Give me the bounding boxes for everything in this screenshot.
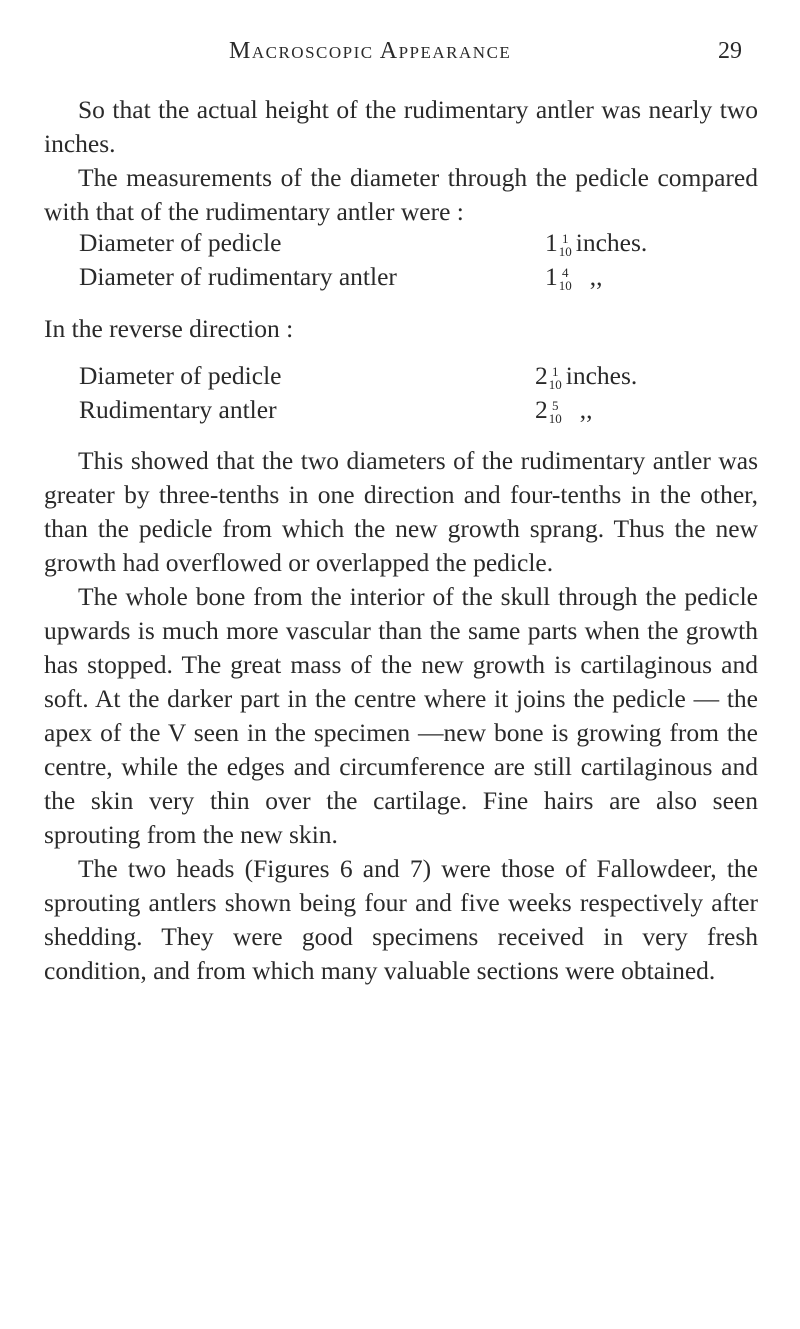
fraction-denominator: 10 [548,377,562,392]
page-header [0,38,800,74]
measurement-label: Diameter of pedicle [79,228,282,257]
table-row [79,361,719,395]
value-whole: 1 [545,228,558,257]
reverse-direction-heading: In the reverse direction : [44,314,294,343]
measurement-label: Diameter of rudimentary antler [79,262,397,291]
value-unit: inches. [565,361,638,390]
value-fraction [559,266,572,292]
fraction-numerator: 1 [562,231,569,246]
table-row [79,228,719,262]
top-text [44,93,758,229]
fraction-numerator: 1 [552,364,559,379]
table-row [79,262,719,296]
measurement-value [535,361,637,391]
fraction-denominator: 10 [558,244,572,259]
value-whole: 2 [535,395,548,424]
measurement-label: Rudimentary antler [79,395,277,424]
value-fraction [559,232,572,258]
paragraph-actual-height: So that the actual height of the rudimentary antler was nearly two inches. [44,95,758,158]
fraction-numerator: 4 [562,265,569,280]
fraction-numerator: 5 [552,398,559,413]
value-unit: ,, [579,395,593,424]
table-row [79,395,719,429]
measurement-table-2 [79,361,719,429]
measurement-value [535,395,593,425]
fraction-denominator: 10 [558,278,572,293]
value-unit: ,, [589,262,603,291]
value-whole: 1 [545,262,558,291]
page-number: 29 [718,38,742,64]
paragraph-measurements-intro: The measurements of the diameter through the pedicle compared with that of the rudimentary antler were : [44,163,758,226]
value-whole: 2 [535,361,548,390]
fraction-denominator: 10 [548,411,562,426]
measurement-label: Diameter of pedicle [79,361,282,390]
measurement-table-1 [79,228,719,296]
value-unit: inches. [575,228,648,257]
running-title: Macroscopic Appearance [229,38,512,64]
measurement-value [545,228,647,258]
paragraph-two-diameters: This showed that the two diameters of the rudimentary antler was greater by three-tenths in one direction and four-tenths in the other, than the pedicle from which the new growth sprang. Thus the new growth had overflowed or overlapped the pedicle. [44,446,758,577]
paragraph-two-heads: The two heads (Figures 6 and 7) were those of Fallowdeer, the sprouting antlers shown being four and five weeks respectively after shedding. They were good specimens received in very fresh condition, and from which many valuable sections were obtained. [44,854,758,985]
measurement-value [545,262,603,292]
value-fraction [549,365,562,391]
paragraph-whole-bone: The whole bone from the interior of the skull through the pedicle upwards is much more vascular than the same parts when the growth has stopped. The great mass of the new growth is cartilaginous and soft. At the darker part in the centre where it joins the pedicle — the apex of the V seen in the specimen —new bone is growing from the centre, while the edges and circumference are still cartilaginous and the skin very thin over the cartilage. Fine hairs are also seen sprouting from the new skin. [44,582,758,849]
bottom-text [44,444,758,988]
value-fraction [549,399,562,425]
